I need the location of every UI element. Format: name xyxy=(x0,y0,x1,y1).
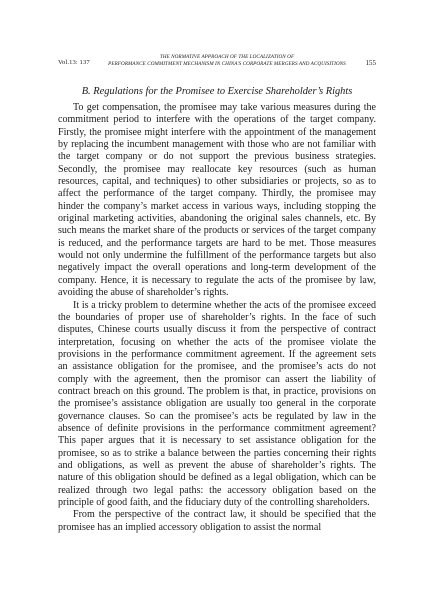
paragraph: It is a tricky problem to determine whether the acts of the promisee exceed the boundaries of proper use of shareholder’s rights. In the face of such disputes, Chinese courts usually discuss it from the perspective of contract interpretation, focusing on whether the acts of the promisee violate the provisions in the performance commitment agreement. If the agreement sets an assistance obligation for the promisee, and the promisee’s acts do not comply with the agreement, then the promisor can assert the liability of contract breach on this ground. The problem is that, in practice, provisions on the promisee’s assistance obligation are usually too general in the corporate governance clauses. So can the promisee’s acts be regulated by law in the absence of definite provisions in the performance commitment agreement? This paper argues that it is necessary to set assistance obligation for the promisee, so as to strike a balance between the parties concerning their rights and obligations, as well as prevent the abuse of shareholder’s rights. The nature of this obligation should be defined as a legal obligation, which can be realized through two legal paths: the accessory obligation based on the principle of good faith, and the fiduciary duty of the controlling shareholders. xyxy=(58,299,376,508)
page-number: 155 xyxy=(365,59,376,67)
paragraph: From the perspective of the contract law, it should be specified that the promisee has an implied accessory obligation to assist the normal xyxy=(58,509,376,533)
running-title-line-1: THE NORMATIVE APPROACH OF THE LOCALIZATION OF xyxy=(159,54,295,60)
page xyxy=(58,0,376,594)
running-title xyxy=(100,54,354,68)
volume-label: Vol.13: 137 xyxy=(58,59,90,66)
running-title-line-2: PERFORMANCE COMMITMENT MECHANISM IN CHINA'S CORPORATE MERGERS AND ACQUISITIONS xyxy=(108,61,346,67)
running-header xyxy=(58,54,376,76)
section-heading: B. Regulations for the Promisee to Exercise Shareholder’s Rights xyxy=(81,86,353,97)
body-text xyxy=(58,102,376,534)
paragraph: To get compensation, the promisee may take various measures during the commitment period to interfere with the operations of the target company. Firstly, the promisee might interfere with the appointment of the management by replacing the incumbent management with those who are not familiar with the target company or do not support the previous business strategies. Secondly, the promisee may reallocate key resources (such as human resources, capital, and techniques) to other subsidiaries or projects, so as to affect the performance of the target company. Thirdly, the promisee may hinder the company’s market access in various ways, including stopping the original marketing activities, abandoning the original sales channels, etc. By such means the market share of the products or services of the target company is reduced, and the performance targets are hard to be met. Those measures would not only undermine the fulfillment of the performance targets but also negatively impact the overall operations and long-term development of the company. Hence, it is necessary to regulate the acts of the promisee by law, avoiding the abuse of shareholder’s rights. xyxy=(58,102,376,299)
